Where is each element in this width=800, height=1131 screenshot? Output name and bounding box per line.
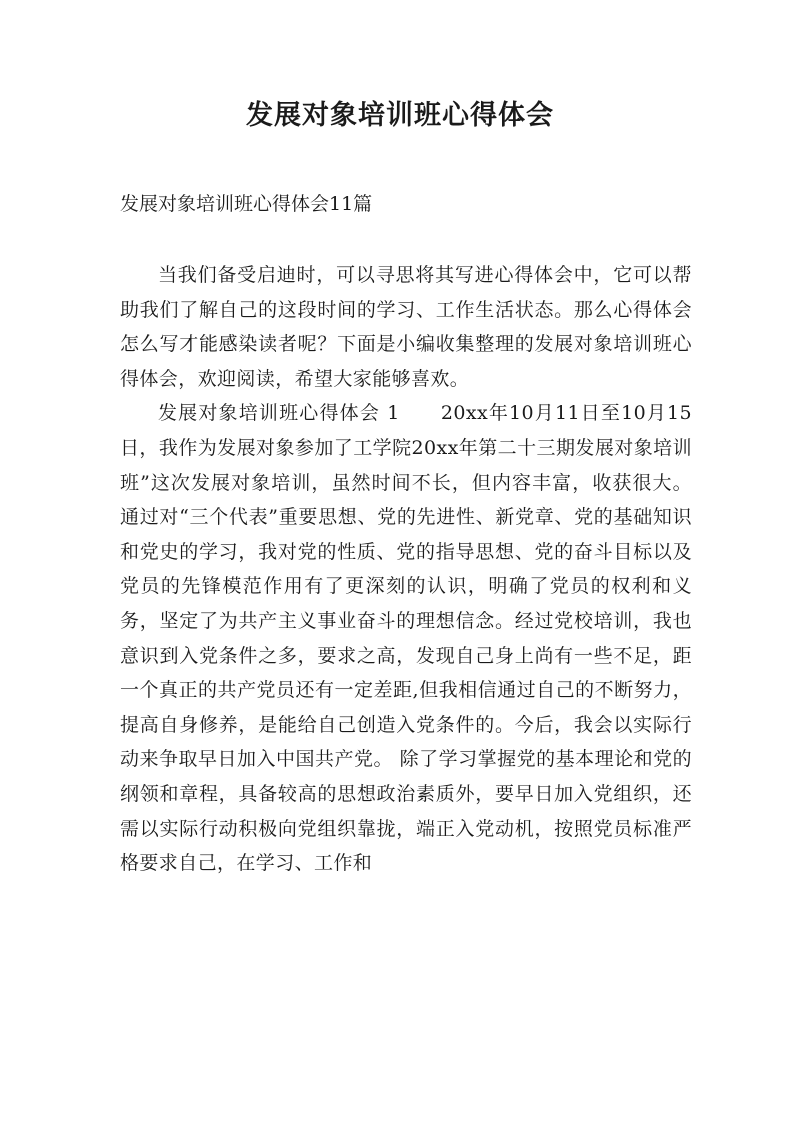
document-subtitle: 发展对象培训班心得体会11篇 — [120, 193, 373, 215]
intro-paragraph: 当我们备受启迪时，可以寻思将其写进心得体会中，它可以帮助我们了解自己的这段时间的学习、工作生活状态。那么心得体会怎么写才能感染读者呢？下面是小编收集整理的发展对象培训班心得体会，欢迎阅读，希望大家能够喜欢。 — [120, 264, 692, 390]
document-title: 发展对象培训班心得体会 — [246, 100, 554, 131]
body-paragraph: 发展对象培训班心得体会 1 20xx年10月11日至10月15日，我作为发展对象参加了工学院20xx年第二十三期发展对象培训班”这次发展对象培训，虽然时间不长，但内容丰富，收获很大。通过对“三个代表”重要思想、党的先进性、新党章、党的基础知识和党史的学习，我对党的性质、党的指导思想、党的奋斗目标以及党员的先锋模范作用有了更深刻的认识，明确了党员的权利和义务，坚定了为共产主义事业奋斗的理想信念。经过党校培训，我也意识到入党条件之多，要求之高，发现自己身上尚有一些不足，距一个真正的共产党员还有一定差距,但我相信通过自己的不断努力，提高自身修养，是能给自己创造入党条件的。今后，我会以实际行动来争取早日加入中国共产党。 除了学习掌握党的基本理论和党的纲领和章程，具备较高的思想政治素质外，要早日加入党组织，还需以实际行动积极向党组织靠拢，端正入党动机，按照党员标准严格要求自己，在学习、工作和 — [120, 402, 692, 875]
document-body — [120, 258, 692, 881]
